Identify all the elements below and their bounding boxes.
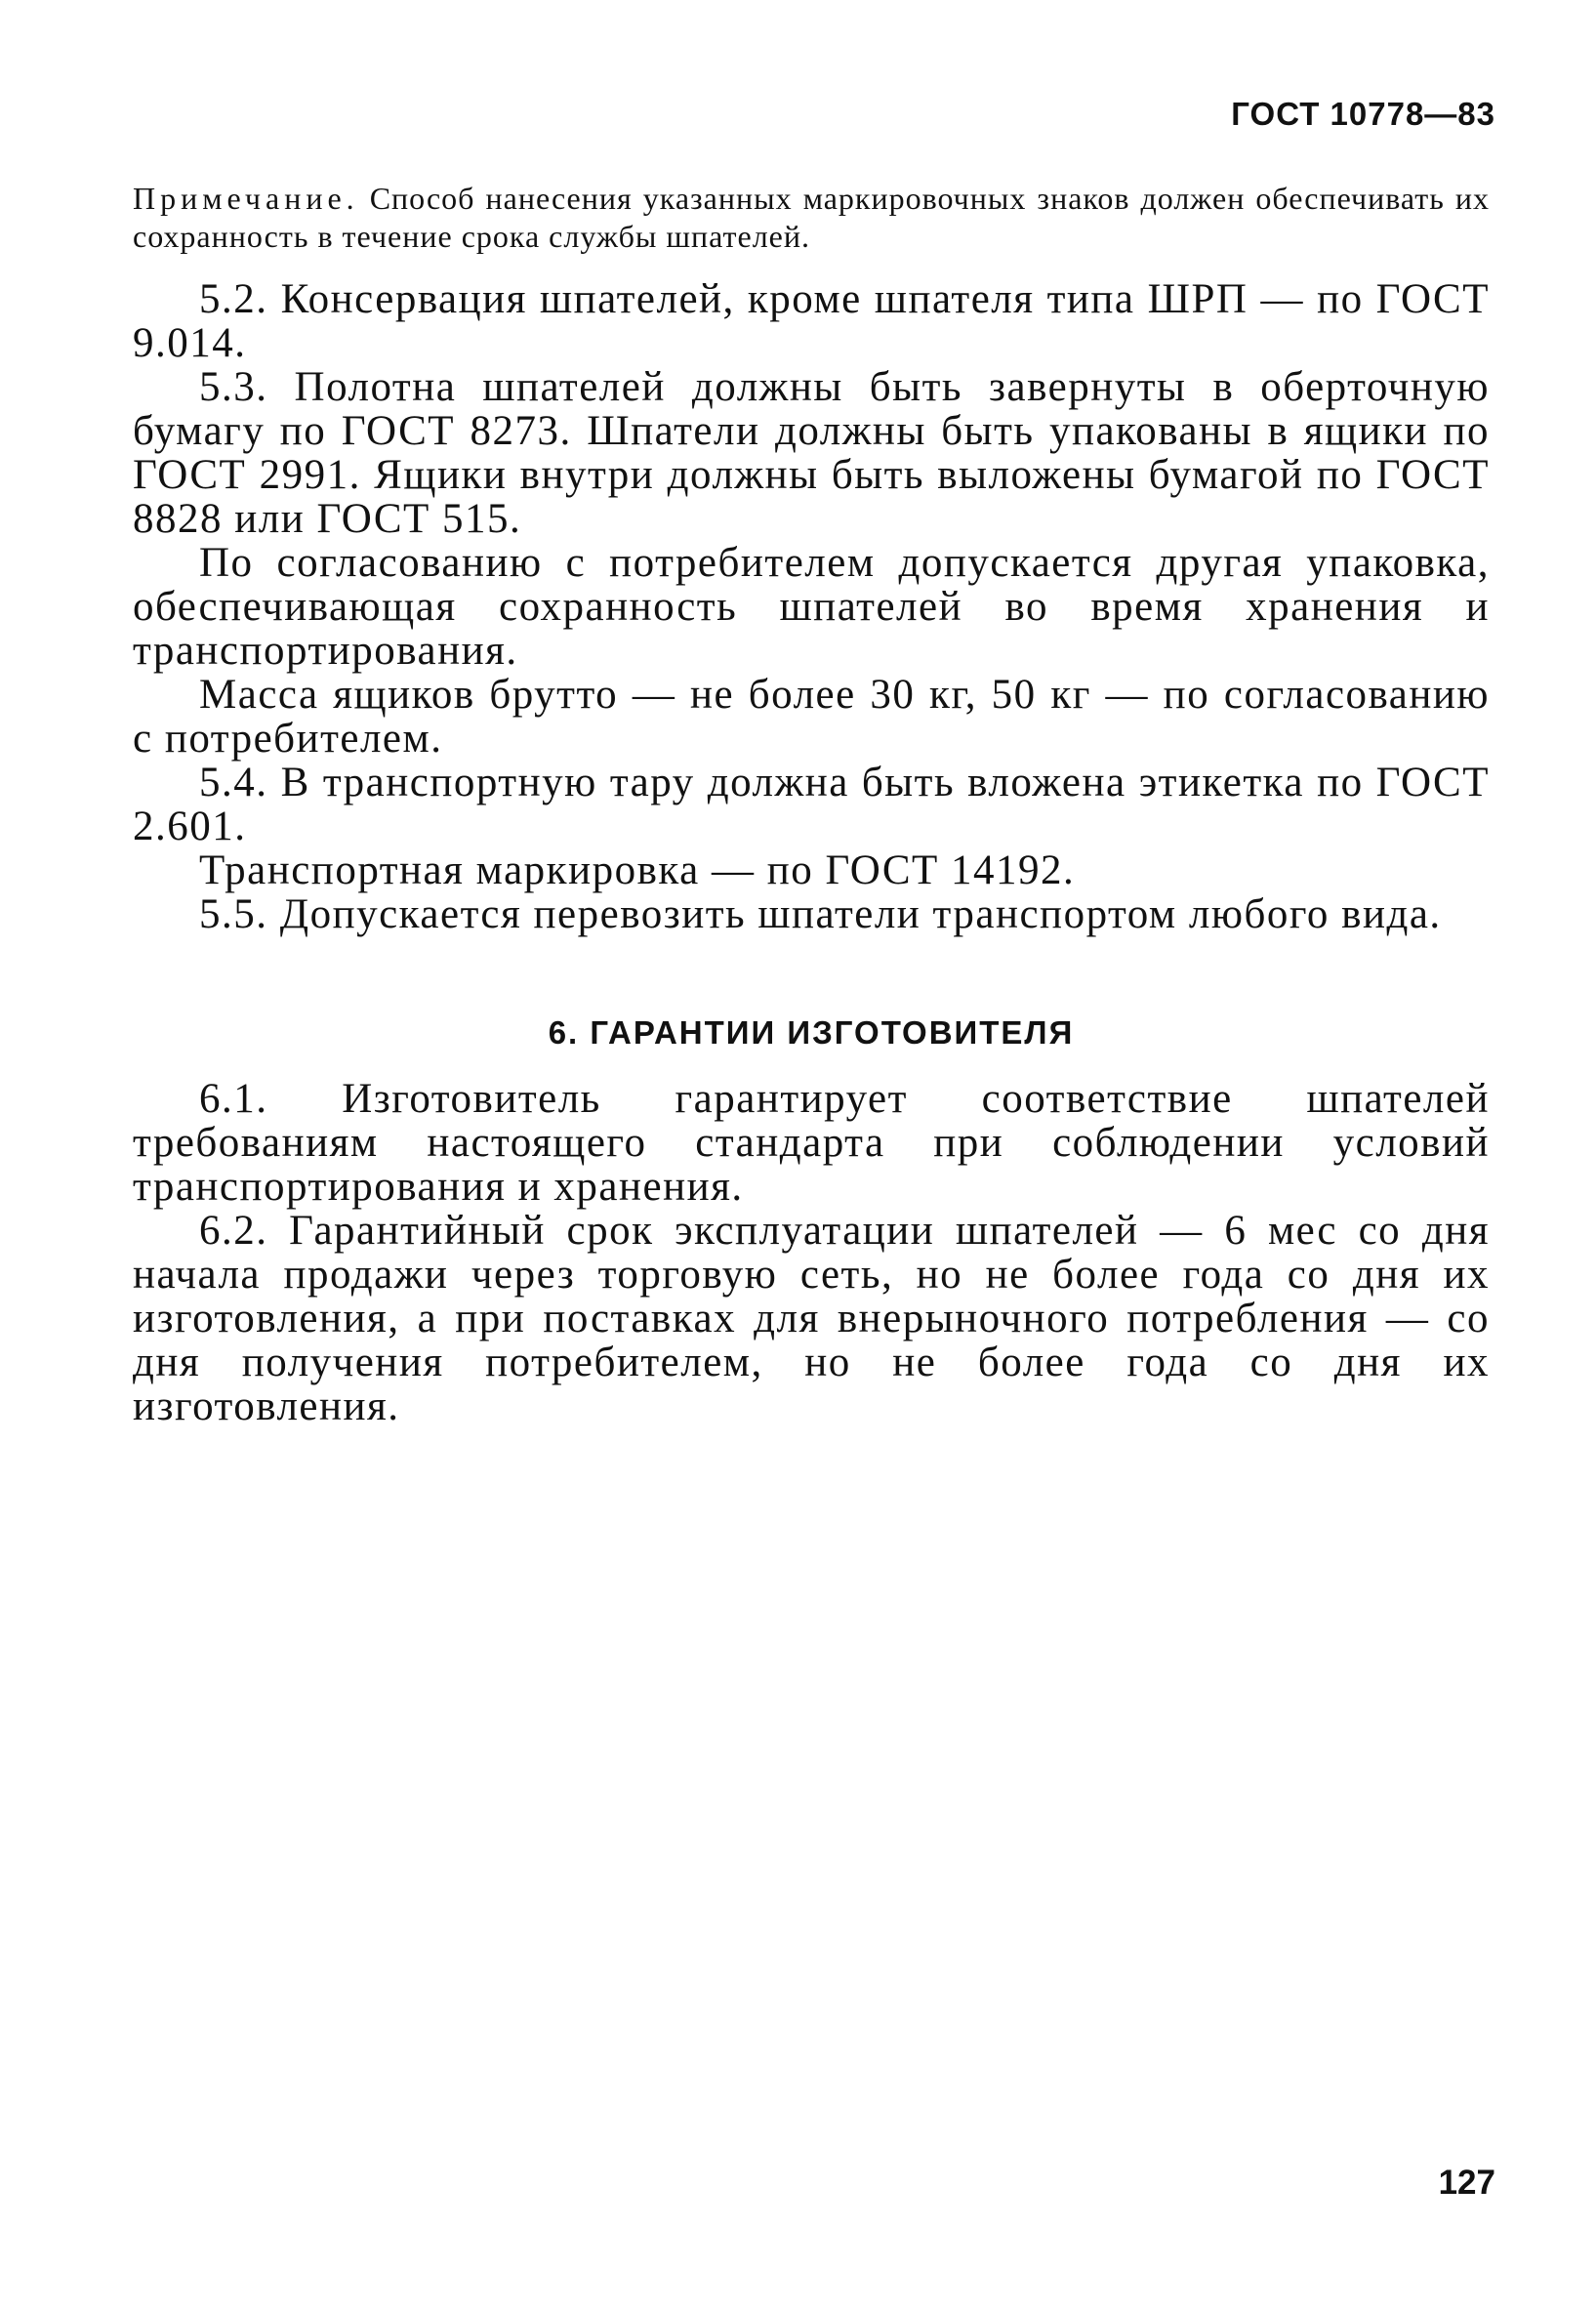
document-code-header: ГОСТ 10778—83 [1231, 96, 1495, 132]
note-label: Примечание. [133, 181, 359, 216]
paragraph-packaging-agreement: По согласованию с потребителем допускается другая упаковка, обеспечивающая сохранность шпателей во время хранения и транспортирования. [133, 540, 1490, 674]
page-number: 127 [1438, 2164, 1495, 2202]
paragraph-transport-marking: Транспортная маркировка — по ГОСТ 14192. [199, 847, 1076, 893]
section-title-manufacturer-guarantees: 6. ГАРАНТИИ ИЗГОТОВИТЕЛЯ [548, 1014, 1075, 1051]
paragraph-6-1: 6.1. Изготовитель гарантирует соответствие шпателей требованиям настоящего стандарта при соблюдении условий транспортирования и хранения. [133, 1076, 1490, 1210]
paragraph-5-4: 5.4. В транспортную тару должна быть вложена этикетка по ГОСТ 2.601. [133, 760, 1490, 849]
paragraph-5-2: 5.2. Консервация шпателей, кроме шпателя типа ШРП — по ГОСТ 9.014. [133, 276, 1490, 366]
paragraph-6-2: 6.2. Гарантийный срок эксплуатации шпателей — 6 мес со дня начала продажи через торговую сеть, но не более года со дня их изготовления, а при поставках для внерыночного потребления — со дня получения потребителем, но не более года со дня их изготовления. [133, 1208, 1490, 1429]
paragraph-box-mass: Масса ящиков брутто — не более 30 кг, 50 кг — по согласованию с потребителем. [133, 672, 1490, 762]
note-text: Способ нанесения указанных маркировочных знаков должен обеспечивать их сохранность в течение срока службы шпателей. [133, 181, 1491, 254]
paragraph-5-5: 5.5. Допускается перевозить шпатели транспортом любого вида. [199, 891, 1442, 937]
paragraph-5-3: 5.3. Полотна шпателей должны быть завернуты в оберточную бумагу по ГОСТ 8273. Шпатели должны быть упакованы в ящики по ГОСТ 2991. Ящики внутри должны быть выложены бумагой по ГОСТ 8828 или ГОСТ 515. [133, 364, 1490, 542]
note-paragraph [133, 180, 1490, 256]
page-body [133, 180, 1490, 1428]
